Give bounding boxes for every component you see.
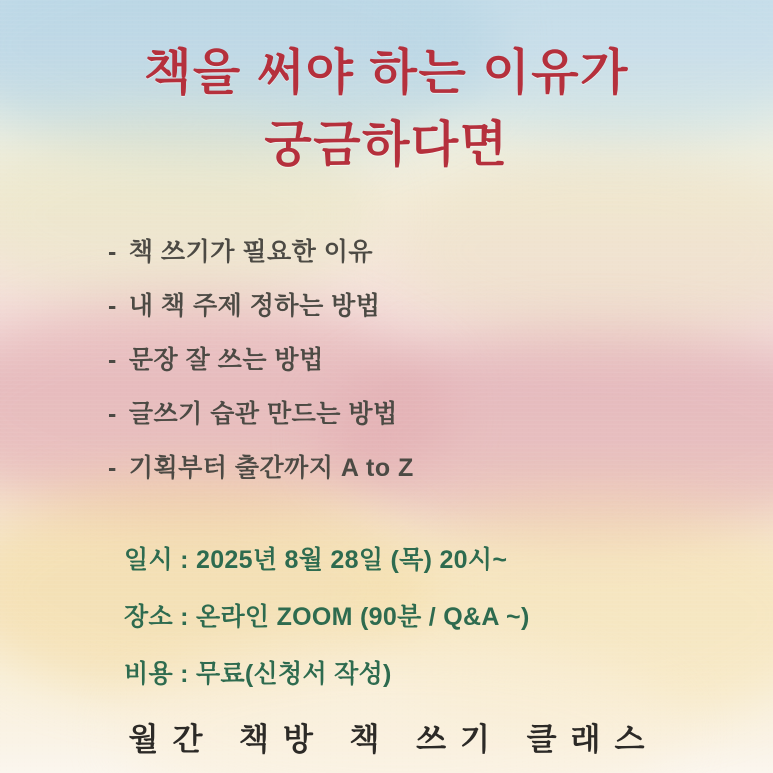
list-item [108,456,713,481]
bullet-dash: - [108,238,117,266]
list-item [108,240,713,265]
list-item [108,348,713,373]
bullet-dash: - [108,400,117,428]
event-details [124,548,733,719]
bullet-dash: - [108,346,117,374]
bullet-text: 책 쓰기가 필요한 이유 [128,238,374,266]
headline-line-1: 책을 써야 하는 이유가 [144,46,629,100]
headline-line-2: 궁금하다면 [264,117,509,172]
bullet-text: 글쓰기 습관 만드는 방법 [128,400,398,428]
bullet-text: 기획부터 출간까지 A to Z [128,454,414,482]
bullet-text: 문장 잘 쓰는 방법 [128,346,324,374]
list-item [108,294,713,319]
detail-fee: 비용 : 무료(신청서 작성) [124,660,392,688]
list-item [108,402,713,427]
bullet-text: 내 책 주제 정하는 방법 [128,292,381,320]
bullet-dash: - [108,454,117,482]
bullet-dash: - [108,292,117,320]
detail-datetime: 일시 : 2025년 8월 28일 (목) 20시~ [124,546,508,574]
footer-brand: 월간 책방 책 쓰기 클래스 [128,722,659,757]
page-title [0,38,773,181]
detail-location: 장소 : 온라인 ZOOM (90분 / Q&A ~) [124,603,530,631]
bullet-list [108,240,713,510]
